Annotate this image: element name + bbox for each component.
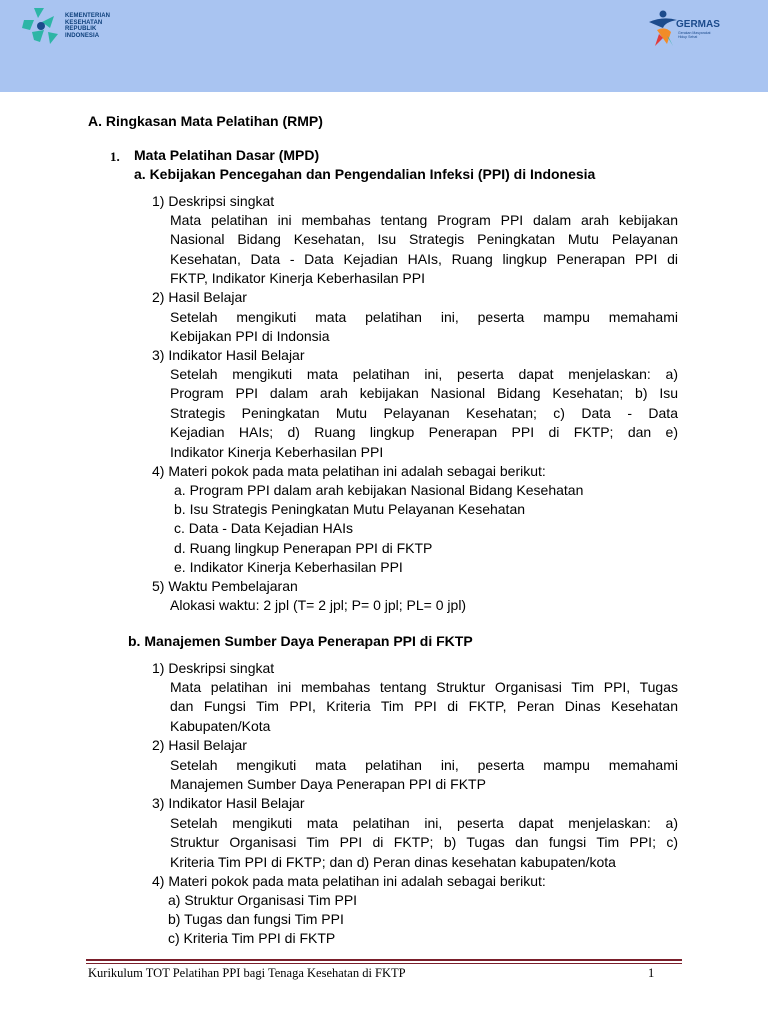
b-materi-heading: 4) Materi pokok pada mata pelatihan ini adalah sebagai berikut: <box>152 873 546 889</box>
subsection-b-title: b. Manajemen Sumber Daya Penerapan PPI di FKTP <box>128 633 473 649</box>
kemenkes-line: KEMENTERIAN <box>65 13 111 19</box>
paragraph-line: Mata pelatihan ini membahas tentang Struktur Organisasi Tim PPI, Tugas <box>170 679 678 695</box>
subsection-a-title: a. Kebijakan Pencegahan dan Pengendalian Infeksi (PPI) di Indonesia <box>134 166 596 182</box>
b-desc-paragraph <box>170 678 678 736</box>
kemenkes-line: REPUBLIK <box>65 26 97 33</box>
footer-rule-thick <box>86 959 682 961</box>
b-hasil-heading: 2) Hasil Belajar <box>152 737 247 753</box>
paragraph-line: Mata pelatihan ini membahas tentang Program PPI dalam arah kebijakan <box>170 212 678 228</box>
footer-title: Kurikulum TOT Pelatihan PPI bagi Tenaga Kesehatan di FKTP <box>88 966 406 980</box>
list-item: b. Isu Strategis Peningkatan Mutu Pelayanan Kesehatan <box>174 501 526 517</box>
section-title: A. Ringkasan Mata Pelatihan (RMP) <box>88 113 323 129</box>
paragraph-line: Setelah mengikuti mata pelatihan ini, peserta dapat menjelaskan: a) <box>170 366 678 382</box>
paragraph-line: Struktur Organisasi Tim PPI di FKTP; b) Tugas dan fungsi Tim PPI; c) <box>170 834 678 851</box>
paragraph-line: Kriteria Tim PPI di FKTP; dan d) Peran dinas kesehatan kabupaten/kota <box>170 853 616 870</box>
b-hasil-paragraph <box>170 756 678 795</box>
kemenkes-line: INDONESIA <box>65 32 100 39</box>
list-item: c. Data - Data Kejadian HAIs <box>174 520 353 536</box>
a-desc-heading: 1) Deskripsi singkat <box>152 193 275 209</box>
paragraph-line: Nasional Bidang Kesehatan, Isu Strategis Peningkatan Mutu Pelayanan <box>170 231 678 248</box>
paragraph-line: Setelah mengikuti mata pelatihan ini, peserta mampu memahami <box>170 309 678 325</box>
a-materi-heading: 4) Materi pokok pada mata pelatihan ini adalah sebagai berikut: <box>152 463 546 479</box>
list-item: b) Tugas dan fungsi Tim PPI <box>168 911 344 927</box>
paragraph-line: Kabupaten/Kota <box>170 717 271 734</box>
a-desc-paragraph <box>170 211 678 289</box>
list-item: d. Ruang lingkup Penerapan PPI di FKTP <box>174 540 433 556</box>
a-hasil-paragraph <box>170 308 678 347</box>
mpd-number: 1. <box>110 149 120 164</box>
footer-rule-thin <box>86 963 682 964</box>
b-indikator-heading: 3) Indikator Hasil Belajar <box>152 795 305 811</box>
paragraph-line: Setelah mengikuti mata pelatihan ini, peserta mampu memahami <box>170 757 678 773</box>
germas-tagline-line: Hidup Sehat <box>678 35 698 39</box>
mpd-title: Mata Pelatihan Dasar (MPD) <box>134 147 320 163</box>
page-number: 1 <box>648 966 655 980</box>
paragraph-line: Indikator Kinerja Keberhasilan PPI <box>170 443 384 460</box>
list-item: c) Kriteria Tim PPI di FKTP <box>168 930 336 946</box>
paragraph-line: Kebijakan PPI di Indonsia <box>170 328 330 345</box>
b-indikator-paragraph <box>170 814 678 872</box>
germas-tagline-line: Gerakan Masyarakat <box>678 31 711 35</box>
a-waktu-value: Alokasi waktu: 2 jpl (T= 2 jpl; P= 0 jpl; PL= 0 jpl) <box>170 597 467 613</box>
paragraph-line: Strategis Peningkatan Mutu Pelayanan Kesehatan; c) Data - Data <box>170 404 678 421</box>
paragraph-line: Manajemen Sumber Daya Penerapan PPI di FKTP <box>170 776 486 793</box>
kemenkes-line: KESEHATAN <box>65 19 103 26</box>
a-waktu-heading: 5) Waktu Pembelajaran <box>152 578 298 594</box>
a-indikator-paragraph <box>170 365 678 462</box>
b-desc-heading: 1) Deskripsi singkat <box>152 660 275 676</box>
paragraph-line: Kesehatan, Data - Data Kejadian HAIs, Ruang lingkup Penerapan PPI di <box>170 250 678 267</box>
paragraph-line: dan Fungsi Tim PPI, Kriteria Tim PPI di FKTP, Peran Dinas Kesehatan <box>170 698 678 715</box>
a-indikator-heading: 3) Indikator Hasil Belajar <box>152 347 305 363</box>
paragraph-line: Program PPI dalam arah kebijakan Nasional Bidang Kesehatan; b) Isu <box>170 385 678 402</box>
list-item: e. Indikator Kinerja Keberhasilan PPI <box>174 559 403 575</box>
germas-wordmark: GERMAS <box>676 19 720 30</box>
list-item: a) Struktur Organisasi Tim PPI <box>168 892 358 908</box>
a-hasil-heading: 2) Hasil Belajar <box>152 289 247 305</box>
list-item: a. Program PPI dalam arah kebijakan Nasional Bidang Kesehatan <box>174 482 584 498</box>
paragraph-line: Kejadian HAIs; d) Ruang lingkup Penerapan PPI di FKTP; dan e) <box>170 424 678 441</box>
paragraph-line: Setelah mengikuti mata pelatihan ini, peserta dapat menjelaskan: a) <box>170 815 678 831</box>
paragraph-line: FKTP, Indikator Kinerja Keberhasilan PPI <box>170 270 425 287</box>
